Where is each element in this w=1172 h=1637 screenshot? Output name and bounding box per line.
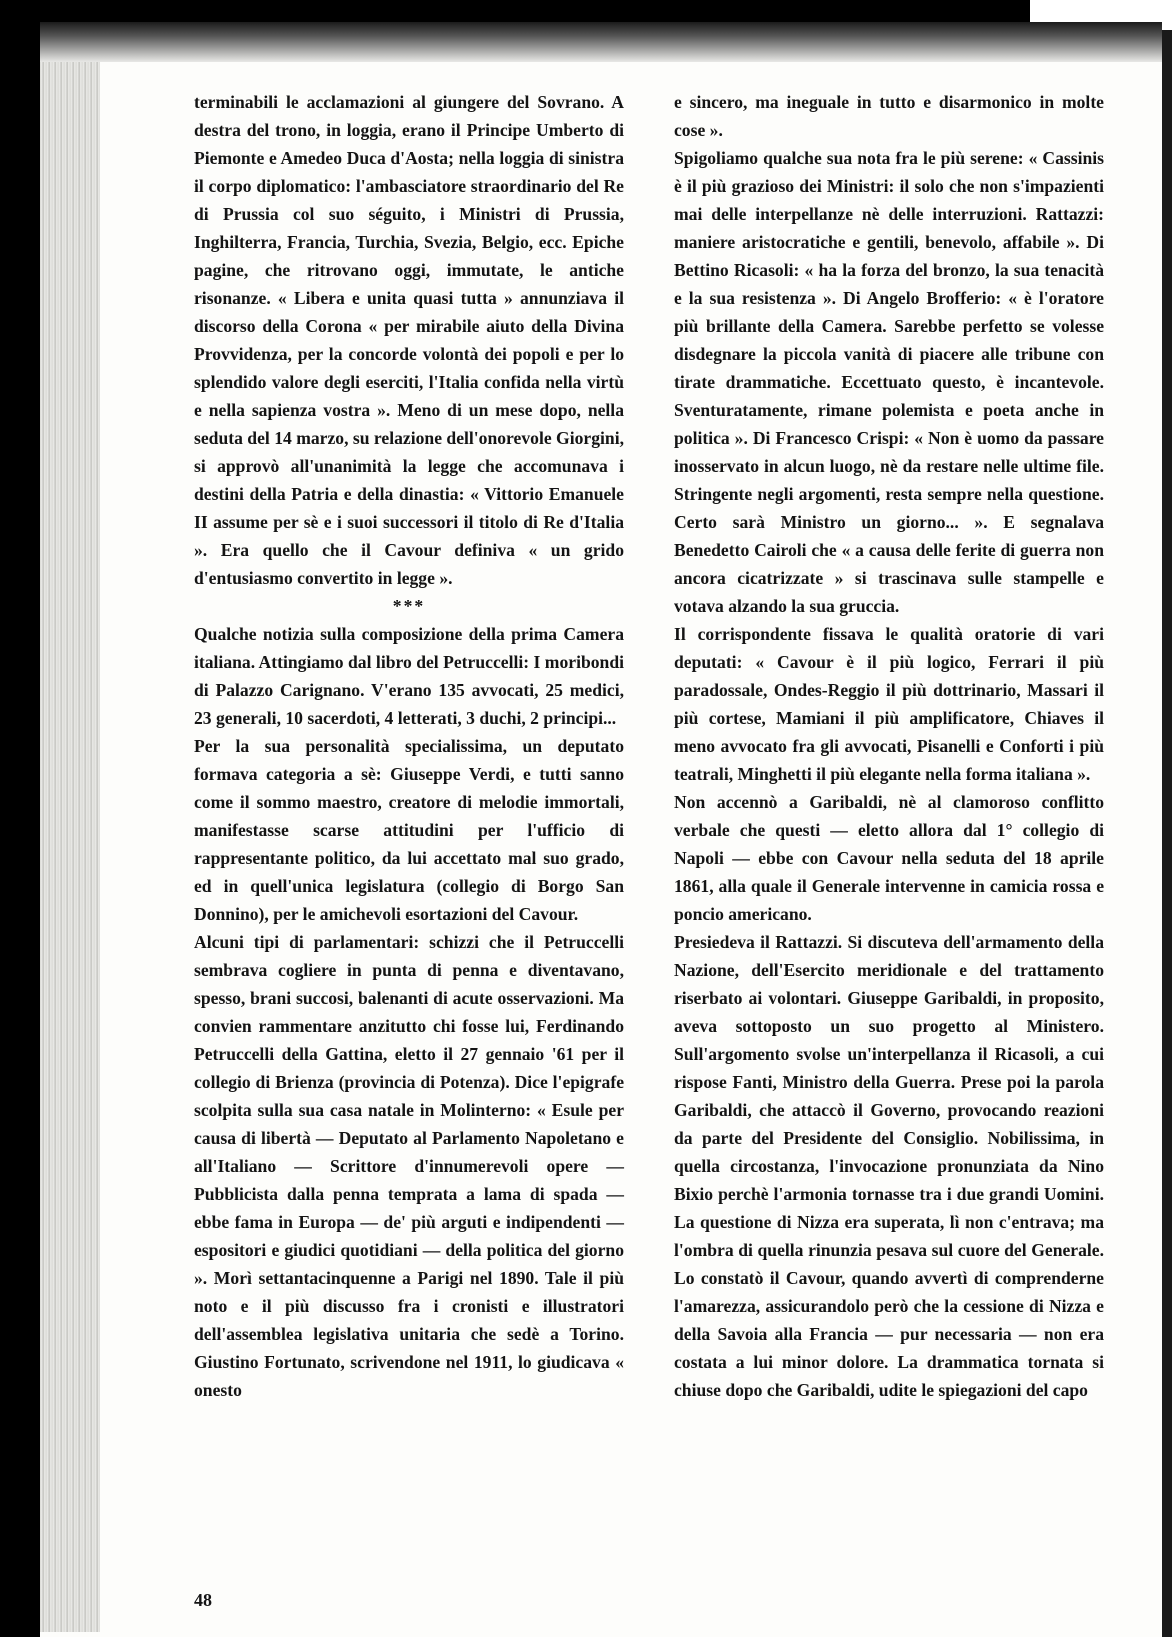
paragraph: e sincero, ma ineguale in tutto e disarmonico in molte cose ». [674, 92, 1104, 140]
paragraph: Spigoliamo qualche sua nota fra le più serene: « Cassinis è il più grazioso dei Ministri: il solo che non s'impazienti mai delle interpellanze nè delle interruzioni. Rattazzi: maniere aristocratiche e gentili, benevolo, affabile ». Di Bettino Ricasoli: « ha la forza del bronzo, la sua tenacità e la sua resistenza ». Di Angelo Brofferio: « è l'oratore più brillante della Camera. Sarebbe perfetto se volesse disdegnare la piccola vanità di piacere alle tribune con tirate drammatiche. Eccettuato questo, è incantevole. Sventuratamente, rimane polemista e poeta anche in politica ». Di Francesco Crispi: « Non è uomo da passare inosservato in alcun luogo, nè da restare nelle ultime file. Stringente negli argomenti, resta sempre nella questione. Certo sarà Ministro un giorno... ». E segnalava Benedetto Cairoli che « a causa delle ferite di guerra non ancora cicatrizzate » si trascinava sulle stampelle e votava alzando la sua gruccia. [674, 148, 1104, 616]
right-column [674, 88, 1104, 1404]
paragraph: Il corrispondente fissava le qualità oratorie di vari deputati: « Cavour è il più logico, Ferrari il più paradossale, Ondes-Reggio il più dottrinario, Massari il più cortese, Mamiani il più amplificatore, Chiaves il meno avvocato fra gli avvocati, Pisanelli e Conforti i più teatrali, Minghetti il più elegante nella forma italiana ». [674, 624, 1104, 784]
paragraph: Qualche notizia sulla composizione della prima Camera italiana. Attingiamo dal libro del Petruccelli: I moribondi di Palazzo Carignano. V'erano 135 avvocati, 25 medici, 23 generali, 10 sacerdoti, 4 letterati, 3 duchi, 2 principi... [194, 624, 624, 728]
scan-border-top [0, 0, 1172, 12]
paragraph: Per la sua personalità specialissima, un deputato formava categoria a sè: Giuseppe Verdi, e tutti sanno come il sommo maestro, creatore di melodie immortali, manifestasse scarse attitudini per l'ufficio di rappresentante politico, da lui accettato mal suo grado, ed in quell'unica legislatura (collegio di Borgo San Donnino), per le amichevoli esortazioni del Cavour. [194, 736, 624, 924]
section-separator: *** [392, 596, 426, 616]
paragraph: terminabili le acclamazioni al giungere del Sovrano. A destra del trono, in loggia, erano il Principe Umberto di Piemonte e Amedeo Duca d'Aosta; nella loggia di sinistra il corpo diplomatico: l'ambasciatore straordinario del Re di Prussia col suo séguito, i Ministri di Prussia, Inghilterra, Francia, Turchia, Svezia, Belgio, ecc. Epiche pagine, che ritrovano oggi, immutate, le antiche risonanze. « Libera e unita quasi tutta » annunziava il discorso della Corona « per mirabile aiuto della Divina Provvidenza, per la concorde volontà dei popoli e per lo splendido valore degli eserciti, l'Italia confida nella virtù e nella sapienza vostra ». Meno di un mese dopo, nella seduta del 14 marzo, su relazione dell'onorevole Giorgini, si approvò all'unanimità la legge che accomunava i destini della Patria e della dinastia: « Vittorio Emanuele II assume per sè e i suoi successori il titolo di Re d'Italia ». Era quello che il Cavour definiva « un grido d'entusiasmo convertito in legge ». [194, 92, 624, 588]
paragraph: Non accennò a Garibaldi, nè al clamoroso conflitto verbale che questi — eletto allora dal 1° collegio di Napoli — ebbe con Cavour nella seduta del 18 aprile 1861, alla quale il Generale intervenne in camicia rossa e poncio americano. [674, 792, 1104, 924]
page-number: 48 [194, 1590, 212, 1610]
page-top-shadow [40, 22, 1162, 62]
left-column [194, 88, 624, 1404]
page-stack-edge [40, 62, 100, 1632]
paragraph: Presiedeva il Rattazzi. Si discuteva dell'armamento della Nazione, dell'Esercito meridionale e del trattamento riserbato ai volontari. Giuseppe Garibaldi, in proposito, aveva sottoposto un suo progetto al Ministero. Sull'argomento svolse un'interpellanza il Ricasoli, a cui rispose Fanti, Ministro della Guerra. Prese poi la parola Garibaldi, che attaccò il Governo, provocando reazioni da parte del Presidente del Consiglio. Nobilissima, in quella circostanza, l'invocazione pronunziata da Nino Bixio perchè l'armonia tornasse tra i due grandi Uomini. La questione di Nizza era superata, lì non c'entrava; ma l'ombra di quella rinunzia pesava sul cuore del Generale. Lo constatò il Cavour, quando avvertì di comprenderne l'amarezza, assicurandolo però che la cessione di Nizza e della Savoia alla Francia — pur necessaria — non era costata a lui minor dolore. La drammatica tornata si chiuse dopo che Garibaldi, udite le spiegazioni del capo [674, 932, 1104, 1400]
paragraph: Alcuni tipi di parlamentari: schizzi che il Petruccelli sembrava cogliere in punta di penna e diventavano, spesso, brani succosi, balenanti di acute osservazioni. Ma convien rammentare anzitutto chi fosse lui, Ferdinando Petruccelli della Gattina, eletto il 27 gennaio '61 per il collegio di Brienza (provincia di Potenza). Dice l'epigrafe scolpita sulla sua casa natale in Molinterno: « Esule per causa di libertà — Deputato al Parlamento Napoletano e all'Italiano — Scrittore d'innumerevoli opere — Pubblicista dalla penna temprata a lama di spada — ebbe fama in Europa — de' più arguti e indipendenti — espositori e giudici quotidiani — della politica del giorno ». Morì settantacinquenne a Parigi nel 1890. Tale il più noto e il più discusso fra i cronisti e illustratori dell'assemblea legislativa unitaria che sedè a Torino. Giustino Fortunato, scrivendone nel 1911, lo giudicava « onesto [194, 932, 624, 1400]
